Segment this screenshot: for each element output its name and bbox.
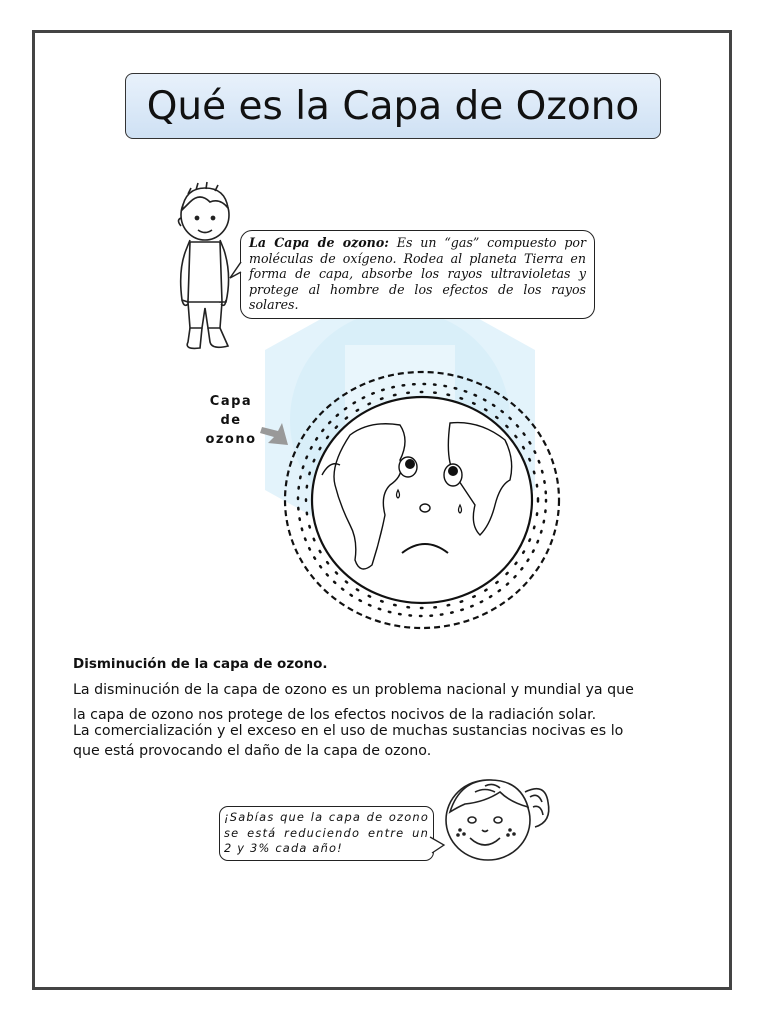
paragraph-line-2: la capa de ozono nos protege de los efectos nocivos de la radiación solar. — [73, 707, 597, 723]
paragraph-line-4: que está provocando el daño de la capa de ozono. — [73, 743, 432, 759]
label-line-3: ozono — [205, 432, 257, 447]
girl-illustration — [430, 772, 555, 867]
definition-term: La Capa de ozono: — [249, 235, 389, 250]
page-title: Qué es la Capa de Ozono — [146, 83, 640, 129]
label-line-2: de — [220, 413, 242, 428]
paragraph-line-3: La comercialización y el exceso en el uso de muchas sustancias nocivas es lo — [73, 723, 624, 739]
definition-bubble — [240, 230, 595, 319]
arrow-icon — [260, 423, 288, 445]
title-box — [125, 73, 661, 139]
paragraph-line-1: La disminución de la capa de ozono es un problema nacional y mundial ya que — [73, 682, 634, 698]
bubble-tail — [228, 260, 248, 290]
definition-text: Es un “gas” compuesto por moléculas de oxígeno. Rodea al planeta Tierra en forma de capa, absorbe los rayos ultravioletas y protege al hombre de los efectos de los rayos solares. — [249, 235, 586, 313]
section-heading: Disminución de la capa de ozono. — [73, 656, 328, 672]
label-line-1: Capa — [209, 394, 253, 409]
earth-illustration — [260, 365, 580, 640]
ozone-layer-label — [196, 392, 266, 449]
fact-bubble: ¡Sabías que la capa de ozono se está reduciendo entre un 2 y 3% cada año! — [219, 806, 434, 861]
